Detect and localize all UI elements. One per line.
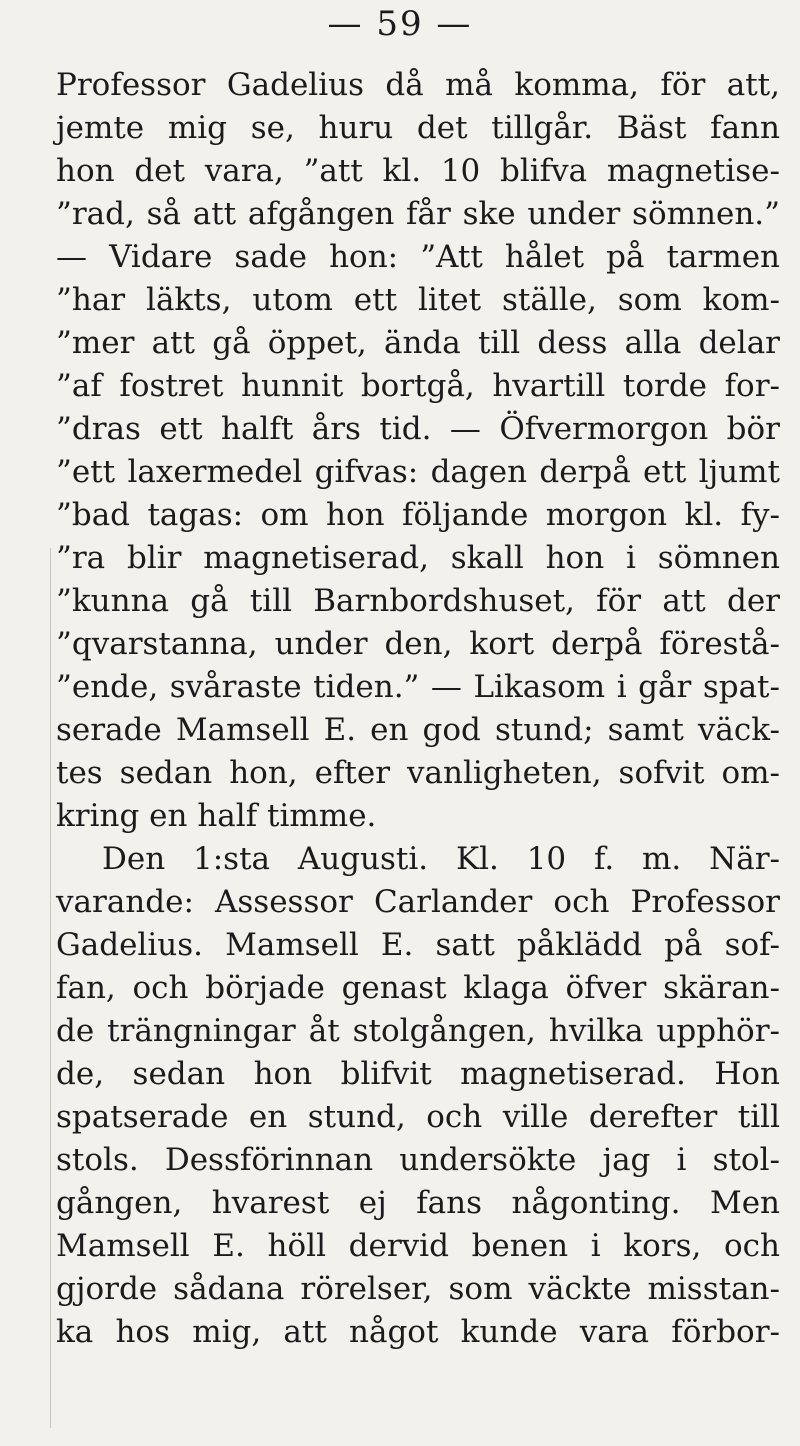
page-edge-line — [50, 548, 51, 1428]
text-line: de trängningar åt stolgången, hvilka upphör- — [56, 1013, 780, 1049]
text-line: ”mer att gå öppet, ända till dess alla delar — [56, 325, 780, 361]
text-line: Gadelius. Mamsell E. satt påklädd på sof- — [56, 927, 780, 963]
text-line: ”rad, så att afgången får ske under sömnen.” — [56, 196, 780, 232]
text-line: varande: Assessor Carlander och Professor — [56, 884, 780, 920]
text-line: ka hos mig, att något kunde vara förbor- — [56, 1314, 780, 1350]
text-line: ”af fostret hunnit bortgå, hvartill torde for- — [56, 368, 780, 404]
text-line: ”qvarstanna, under den, kort derpå förestå- — [56, 626, 780, 662]
text-line-paragraph-end: kring en half timme. — [56, 798, 377, 834]
text-line: ”ra blir magnetiserad, skall hon i sömnen — [56, 540, 780, 576]
text-line: ”har läkts, utom ett litet ställe, som kom- — [56, 282, 780, 318]
text-line: ”bad tagas: om hon följande morgon kl. fy- — [56, 497, 780, 533]
page-number: — 59 — — [327, 4, 473, 44]
text-line: ”dras ett halft års tid. — Öfvermorgon bör — [56, 411, 780, 447]
text-line: de, sedan hon blifvit magnetiserad. Hon — [56, 1056, 780, 1092]
text-line: serade Mamsell E. en god stund; samt väck- — [56, 712, 780, 748]
body-text — [56, 64, 780, 1354]
text-line: gjorde sådana rörelser, som väckte misstan- — [56, 1271, 780, 1307]
text-line: fan, och började genast klaga öfver skäran- — [56, 970, 780, 1006]
text-line: spatserade en stund, och ville derefter till — [56, 1099, 780, 1135]
text-line: — Vidare sade hon: ”Att hålet på tarmen — [56, 239, 780, 275]
text-line: Professor Gadelius då må komma, för att, — [56, 67, 780, 103]
text-line: tes sedan hon, efter vanligheten, sofvit om- — [56, 755, 780, 791]
text-line: hon det vara, ”att kl. 10 blifva magnetise- — [56, 153, 780, 189]
text-line: Mamsell E. höll dervid benen i kors, och — [56, 1228, 780, 1264]
text-line: ”kunna gå till Barnbordshuset, för att der — [56, 583, 780, 619]
text-line: gången, hvarest ej fans någonting. Men — [56, 1185, 780, 1221]
text-line: ”ende, svåraste tiden.” — Likasom i går spat- — [56, 669, 780, 705]
text-line-paragraph-start: Den 1:sta Augusti. Kl. 10 f. m. När- — [102, 841, 780, 877]
text-line: ”ett laxermedel gifvas: dagen derpå ett ljumt — [56, 454, 780, 490]
text-line: jemte mig se, huru det tillgår. Bäst fann — [56, 110, 780, 146]
text-line: stols. Dessförinnan undersökte jag i stol- — [56, 1142, 780, 1178]
